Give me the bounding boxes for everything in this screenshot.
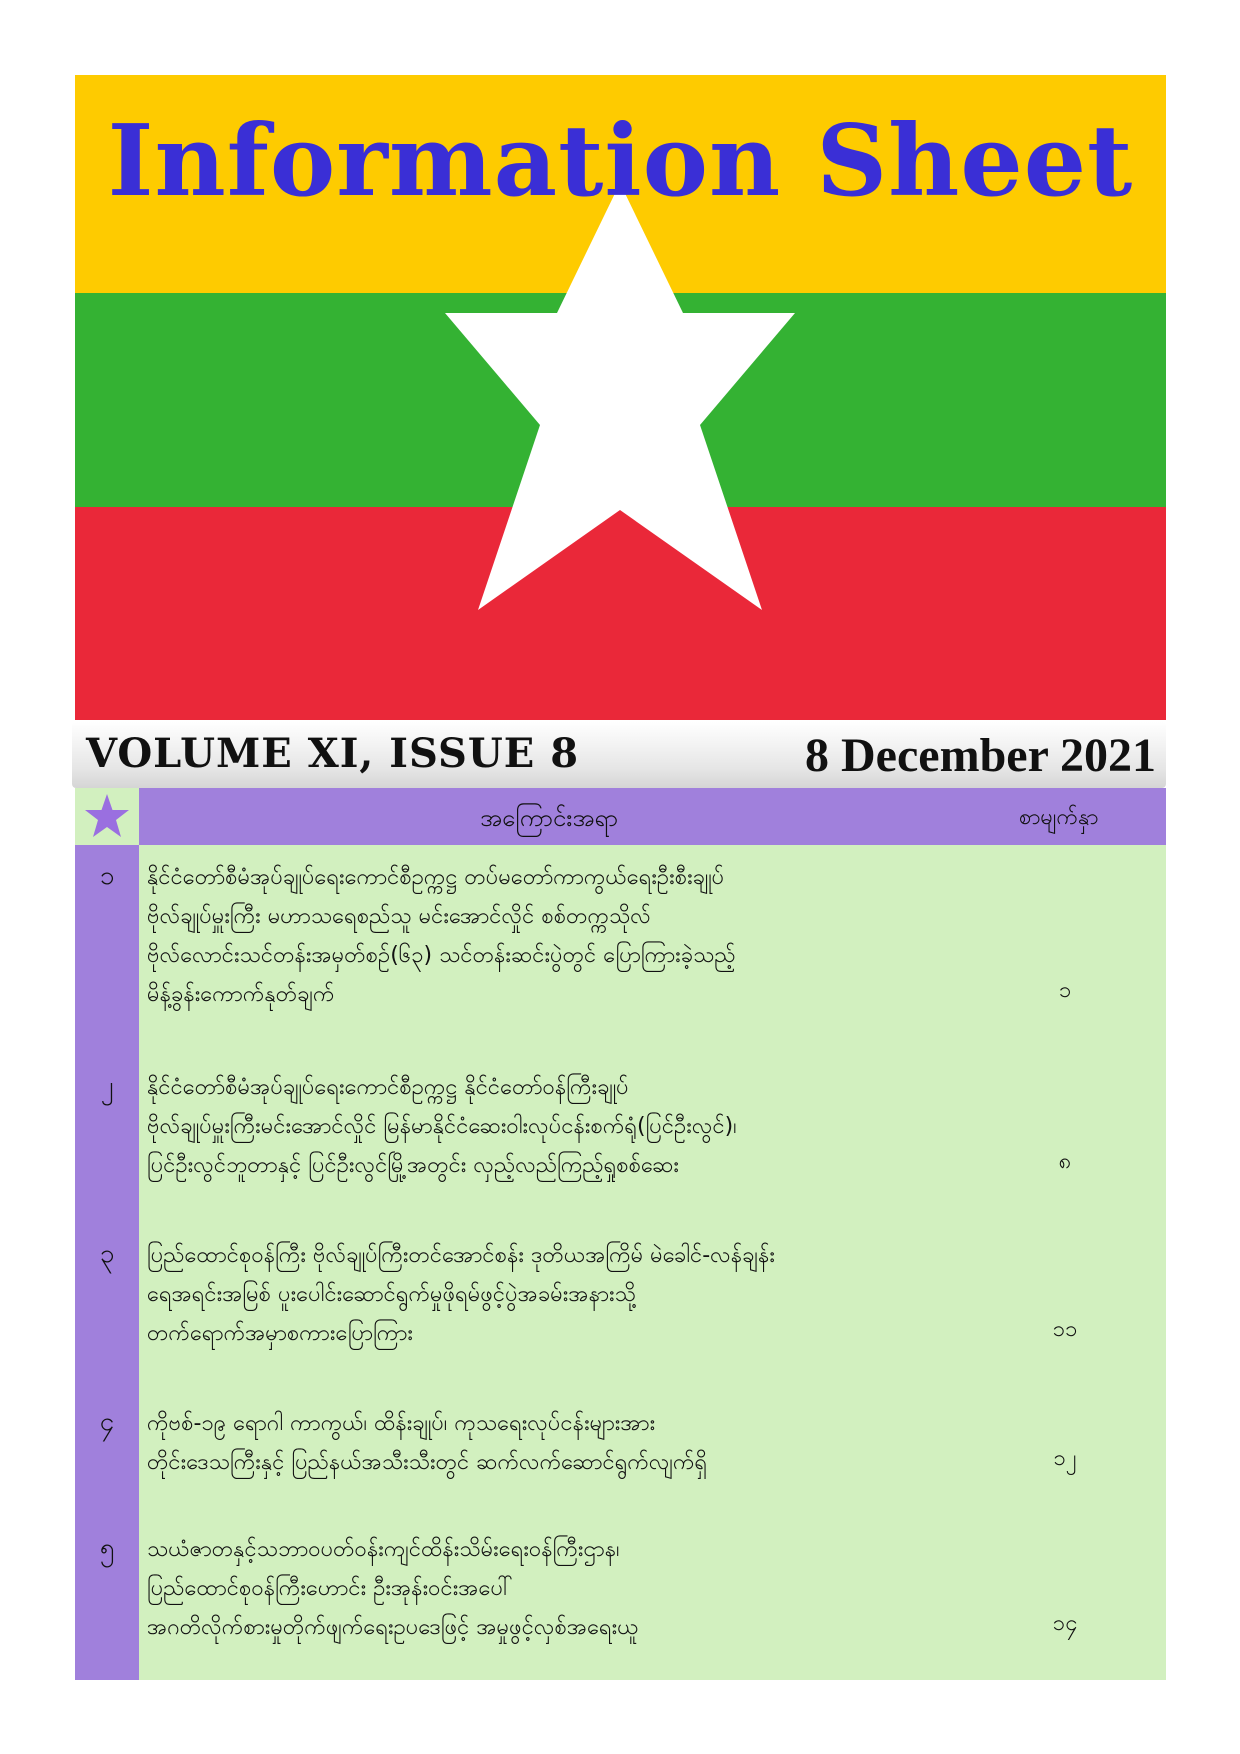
toc-entry-number: ၄ [99, 1407, 115, 1437]
toc-header-page: စာမျက်နှာ [1019, 805, 1099, 830]
toc-entry-page: ၁၄ [1052, 1611, 1078, 1636]
toc-entry-page: ၁ [1058, 978, 1072, 1003]
table-of-contents [75, 788, 1166, 1680]
toc-entry-line: သယံဇာတနှင့်သဘာဝပတ်ဝန်းကျင်ထိန်းသိမ်းရေးဝန်ကြီးဌာန၊ [147, 1537, 620, 1562]
toc-entry-line: ပြည်ထောင်စုဝန်ကြီးဟောင်း ဦးအုန်းဝင်းအပေါ် [147, 1576, 513, 1601]
toc-entry-number: ၂ [100, 1071, 114, 1101]
toc-entry-page: ၁၂ [1053, 1446, 1077, 1471]
toc-header [139, 788, 1166, 845]
toc-entry-line: မိန့်ခွန်းကောက်နုတ်ချက် [147, 982, 335, 1007]
issue-date: 8 December 2021 [805, 729, 1156, 782]
toc-entry-line: တိုင်းဒေသကြီးနှင့် ပြည်နယ်အသီးသီးတွင် ဆက်လက်ဆောင်ရွက်လျက်ရှိ [147, 1450, 708, 1475]
flag-banner [75, 75, 1166, 720]
toc-entry-line: တက်ရောက်အမှာစကားပြောကြား [147, 1321, 413, 1346]
toc-entry-number: ၃ [99, 1239, 115, 1269]
toc-header-star-cell [75, 788, 139, 845]
cover-title: Information Sheet [107, 104, 1134, 219]
volume-issue: VOLUME XI, ISSUE 8 [86, 730, 580, 777]
toc-entry-line: ကိုဗစ်-၁၉ ရောဂါ ကာကွယ်၊ ထိန်းချုပ်၊ ကုသရေးလုပ်ငန်းများအား [147, 1411, 656, 1436]
toc-entry-line: ရေအရင်းအမြစ် ပူးပေါင်းဆောင်ရွက်မှုဖိုရမ်ဖွင့်ပွဲအခမ်းအနားသို့ [147, 1282, 636, 1307]
toc-entry-number: ၅ [99, 1533, 115, 1563]
toc-entry-title [147, 858, 1007, 1014]
toc-entry-title [147, 1068, 1007, 1185]
toc-entry-line: နိုင်ငံတော်စီမံအုပ်ချုပ်ရေးကောင်စီဥက္ကဋ္ဌ နိုင်ငံတော်ဝန်ကြီးချုပ် [147, 1075, 629, 1100]
toc-entry-line: ဗိုလ်လောင်းသင်တန်းအမှတ်စဉ်(၆၃) သင်တန်းဆင်းပွဲတွင် ပြောကြားခဲ့သည့် [147, 943, 736, 968]
toc-entry-title [147, 1404, 1007, 1482]
toc-entry-number: ၁ [99, 861, 115, 891]
toc-entry-title [147, 1530, 1007, 1647]
toc-entry-page: ၈ [1058, 1149, 1072, 1174]
toc-entry-line: အဂတိလိုက်စားမှုတိုက်ဖျက်ရေးဥပဒေဖြင့် အမှုဖွင့်လှစ်အရေးယူ [147, 1615, 639, 1640]
issue-bar [72, 722, 1166, 788]
toc-entry-line: ဗိုလ်ချုပ်မှူးကြီးမင်းအောင်လှိုင် မြန်မာနိုင်ငံဆေးဝါးလုပ်ငန်းစက်ရုံ(ပြင်ဦးလွင်)၊ [147, 1114, 737, 1139]
toc-entry-title [147, 1236, 1007, 1353]
star-icon [75, 788, 139, 845]
toc-entry-line: ပြင်ဦးလွင်ဘူတာနှင့် ပြင်ဦးလွင်မြို့အတွင်း လှည့်လည်ကြည့်ရှုစစ်ဆေး [147, 1153, 679, 1178]
toc-header-contents: အကြောင်းအရာ [480, 804, 618, 832]
toc-entry-page: ၁၁ [1052, 1317, 1078, 1342]
toc-entry-line: ပြည်ထောင်စုဝန်ကြီး ဗိုလ်ချုပ်ကြီးတင်အောင်စန်း ဒုတိယအကြိမ် မဲခေါင်-လန်ချန်း [147, 1243, 775, 1268]
toc-entry-line: ဗိုလ်ချုပ်မှူးကြီး မဟာသရေစည်သူ မင်းအောင်လှိုင် စစ်တက္ကသိုလ် [147, 904, 651, 929]
toc-entry-line: နိုင်ငံတော်စီမံအုပ်ချုပ်ရေးကောင်စီဥက္ကဋ္ဌ တပ်မတော်ကာကွယ်ရေးဦးစီးချုပ် [147, 865, 725, 890]
